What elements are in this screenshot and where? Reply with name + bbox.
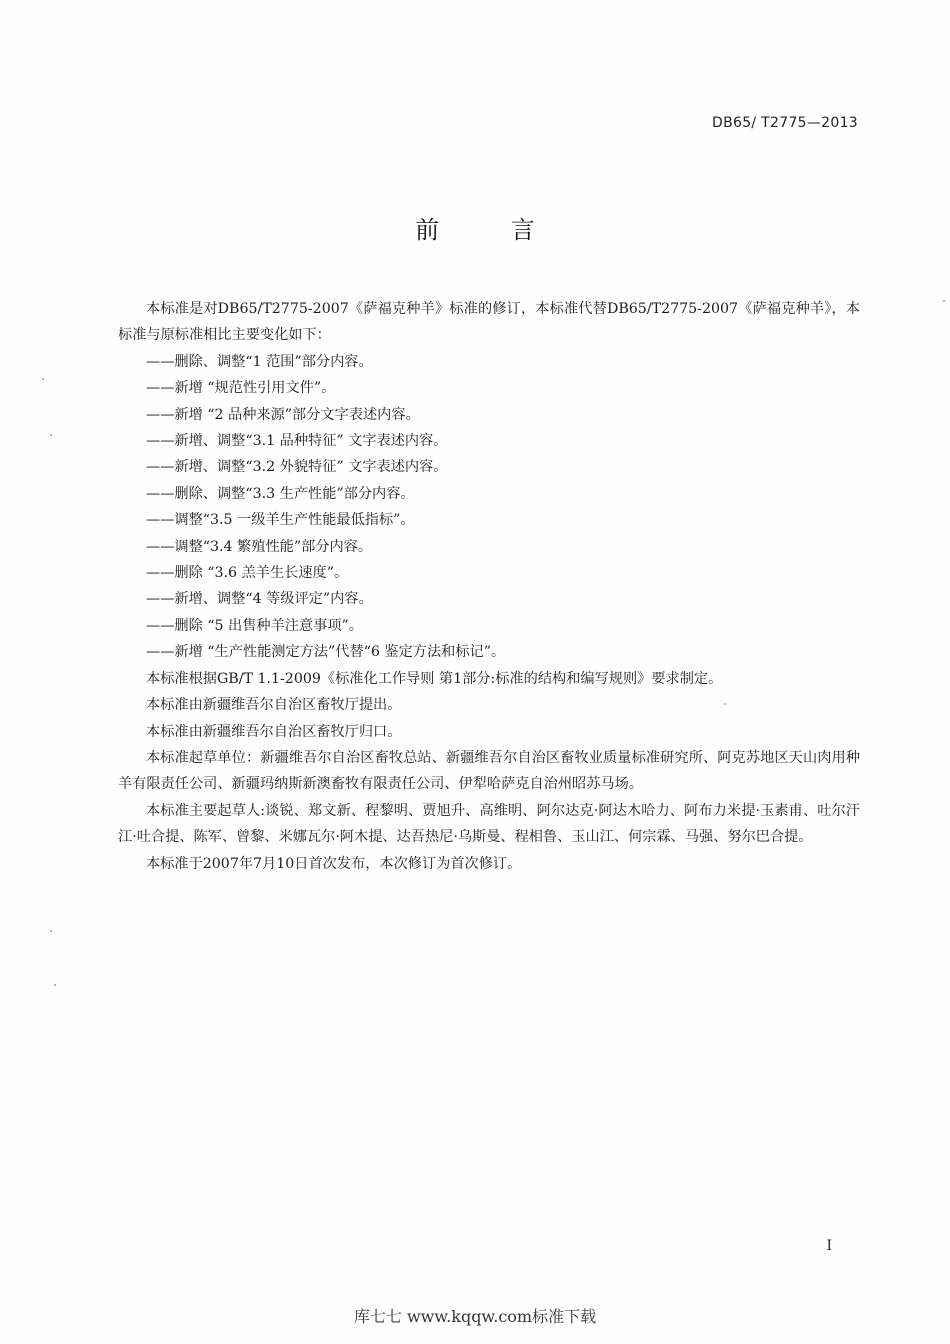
list-item: ——删除、调整“3.3 生产性能”部分内容。: [146, 485, 415, 502]
scan-speck: [943, 300, 945, 302]
managed-by-paragraph: 本标准由新疆维吾尔自治区畜牧厅归口。: [146, 723, 402, 740]
scan-speck: [50, 434, 52, 436]
watermark-text: 库七七 www.kqqw.com标准下载: [353, 1307, 597, 1326]
drafters-paragraph: 本标准主要起草人:谈锐、郑文新、程黎明、贾旭升、高维明、阿尔达克·阿达木哈力、阿布力米提·玉素甫、吐尔汗江·吐合提、陈军、曾黎、米娜瓦尔·阿木提、达吾热尼·乌斯曼、程相鲁、玉山江、何宗霖、马强、努尔巴合提。: [118, 802, 860, 846]
changes-list: [118, 349, 860, 666]
proposed-by-paragraph: 本标准由新疆维吾尔自治区畜牧厅提出。: [146, 697, 402, 714]
intro-paragraph: 本标准是对DB65/T2775-2007《萨福克种羊》标准的修订，本标准代替DB65/T2775-2007《萨福克种羊》，本标准与原标准相比主要变化如下：: [118, 301, 860, 344]
list-item: ——删除 “3.6 羔羊生长速度”。: [146, 565, 349, 582]
page-title: 前 言: [415, 216, 567, 244]
list-item: ——新增 “规范性引用文件”。: [146, 380, 336, 397]
document-code: DB65/ T2775—2013: [712, 115, 858, 131]
list-item: ——调整“3.5 一级羊生产性能最低指标”。: [146, 512, 415, 529]
page-number: I: [826, 1238, 832, 1254]
history-paragraph: 本标准于2007年7月10日首次发布，本次修订为首次修订。: [146, 855, 522, 872]
basis-paragraph: 本标准根据GB/T 1.1-2009《标准化工作导则 第1部分:标准的结构和编写规则》要求制定。: [146, 670, 723, 687]
list-item: ——删除 “5 出售种羊注意事项”。: [146, 617, 363, 634]
list-item: ——删除、调整“1 范围”部分内容。: [146, 353, 373, 370]
scan-speck: [50, 930, 52, 932]
list-item: ——新增、调整“3.1 品种特征” 文字表述内容。: [146, 433, 448, 450]
drafting-units-paragraph: 本标准起草单位：新疆维吾尔自治区畜牧总站、新疆维吾尔自治区畜牧业质量标准研究所、阿克苏地区天山肉用种羊有限责任公司、新疆玛纳斯新澳畜牧有限责任公司、伊犁哈萨克自治州昭苏马场。: [118, 749, 860, 793]
list-item: ——新增 “2 品种来源”部分文字表述内容。: [146, 406, 420, 423]
foreword-body: [118, 296, 860, 877]
scan-speck: [54, 984, 56, 986]
list-item: ——新增 “生产性能测定方法”代替“6 鉴定方法和标记”。: [146, 644, 506, 661]
list-item: ——调整“3.4 繁殖性能”部分内容。: [146, 538, 373, 555]
list-item: ——新增、调整“3.2 外貌特征” 文字表述内容。: [146, 459, 448, 476]
scan-speck: [724, 703, 726, 705]
list-item: ——新增、调整“4 等级评定”内容。: [146, 591, 373, 608]
scan-speck: [42, 378, 44, 380]
